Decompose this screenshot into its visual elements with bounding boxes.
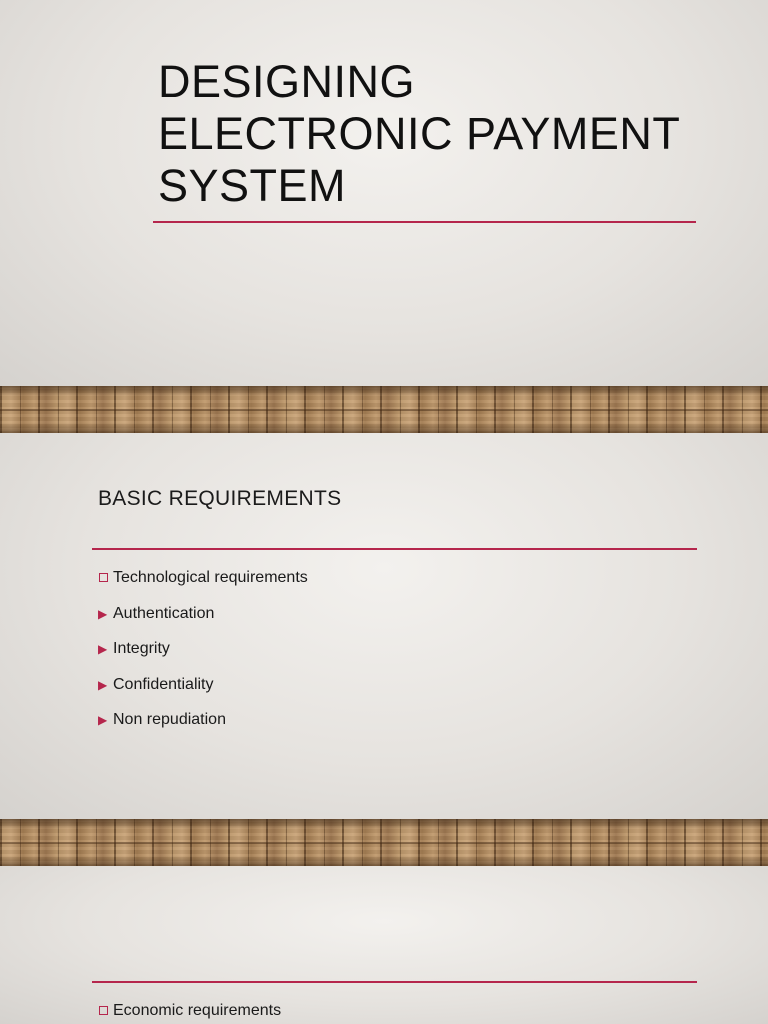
wood-floor-band-2 — [0, 819, 768, 866]
list-item-text: Integrity — [113, 640, 170, 657]
list-item — [98, 638, 308, 674]
list-item-text: Economic requirements — [113, 1002, 282, 1019]
list-item — [98, 674, 308, 710]
list-item-text: Non repudiation — [113, 711, 226, 728]
list-item-text: Authentication — [113, 604, 215, 622]
slide-3 — [0, 866, 768, 1024]
title-line-1: DESIGNING — [158, 56, 416, 107]
slide-1 — [0, 0, 768, 386]
list-item — [98, 567, 308, 603]
title-divider — [153, 221, 696, 223]
list-item-text: Confidentiality — [113, 675, 214, 693]
list-item-text: Technological requirements — [113, 569, 308, 586]
wood-floor-band-1 — [0, 386, 768, 433]
requirements-list — [98, 567, 308, 745]
slide-title — [158, 56, 718, 212]
title-line-3: SYSTEM — [158, 160, 347, 211]
slide-2 — [0, 433, 768, 819]
heading-divider — [92, 981, 697, 983]
list-item — [98, 1000, 281, 1024]
title-line-2: ELECTRONIC PAYMENT — [158, 108, 681, 159]
list-item — [98, 709, 308, 745]
heading-divider — [92, 548, 697, 550]
slide-heading: BASIC REQUIREMENTS — [98, 487, 342, 510]
requirements-list — [98, 1000, 281, 1024]
list-item — [98, 603, 308, 639]
